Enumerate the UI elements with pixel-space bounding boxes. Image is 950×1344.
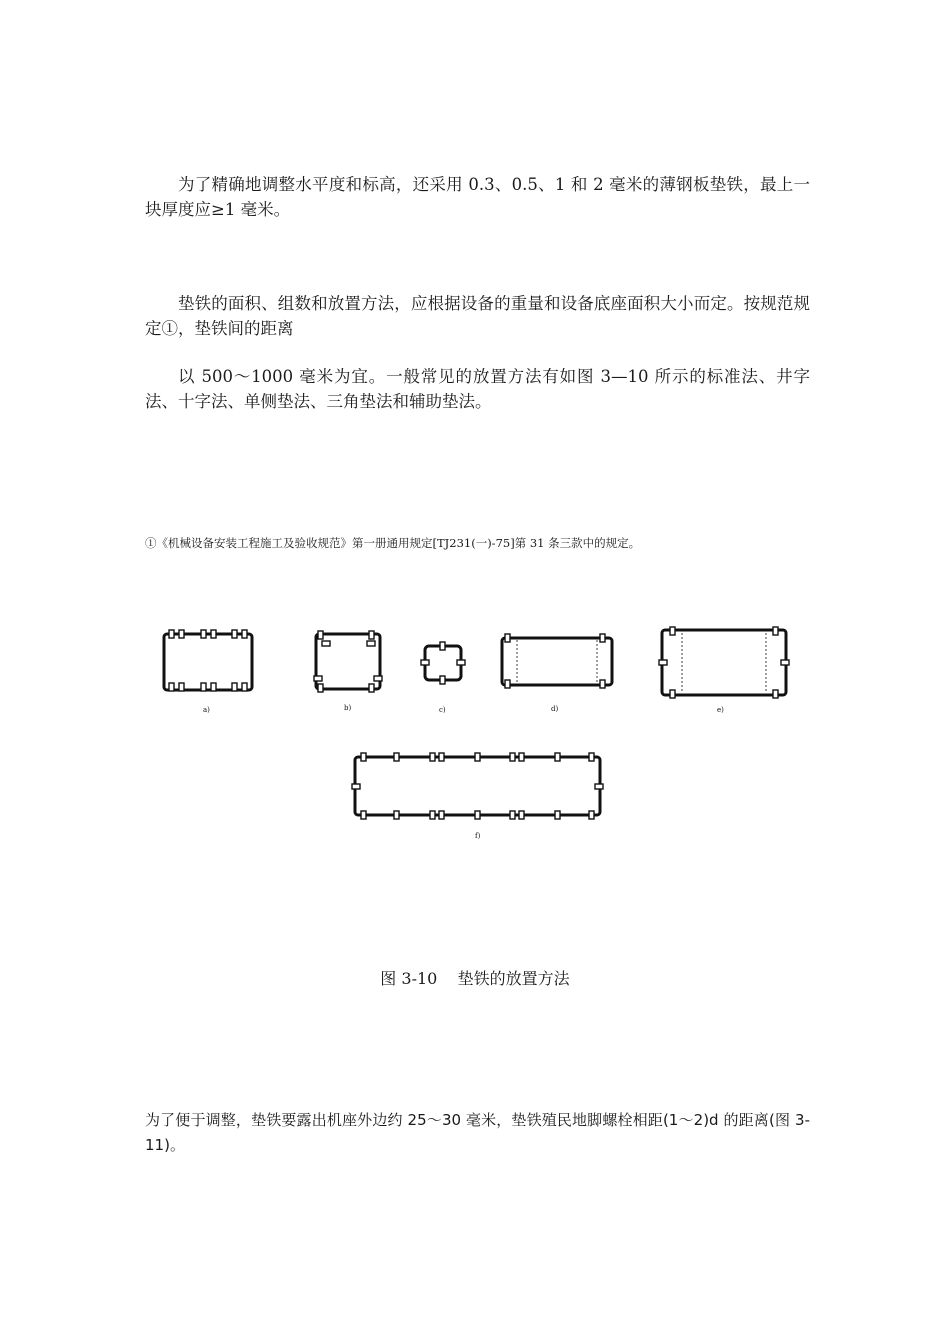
figure-caption: 图 3-10 垫铁的放置方法 xyxy=(380,969,570,988)
diagram-d-single-side-method xyxy=(502,634,612,688)
diagram-c-label: c) xyxy=(439,706,446,714)
diagram-b-label: b) xyxy=(344,704,352,712)
paragraph-shim-exposure: 为了便于调整，垫铁要露出机座外边约 25～30 毫米，垫铁殖民地脚螺栓相距(1～2)d 的距离(图 3-11)。 xyxy=(145,1111,810,1154)
paragraph-placement-rules: 垫铁的面积、组数和放置方法，应根据设备的重量和设备底座面积大小而定。按规范规定①，垫铁间的距离 xyxy=(145,294,810,338)
footnote: ①《机械设备安装工程施工及验收规范》第一册通用规定[TJ231(一)-75]第 31 条三款中的规定。 xyxy=(145,536,641,550)
diagram-d-label: d) xyxy=(551,705,559,713)
diagram-f-label: f) xyxy=(475,832,481,840)
diagram-f-auxiliary-method xyxy=(352,753,603,819)
diagram-b-well-method xyxy=(314,631,382,692)
paragraph-shim-plates: 为了精确地调整水平度和标高，还采用 0.3、0.5、1 和 2 毫米的薄钢板垫铁，最上一块厚度应≥1 毫米。 xyxy=(145,175,810,219)
figure-3-10-shim-placement xyxy=(0,600,950,850)
paragraph-placement-methods: 以 500～1000 毫米为宜。一般常见的放置方法有如图 3—10 所示的标准法、井字法、十字法、单侧垫法、三角垫法和辅助垫法。 xyxy=(145,367,810,411)
diagram-e-label: e) xyxy=(717,706,724,714)
diagram-a-label: a) xyxy=(203,706,210,714)
diagram-c-cross-method xyxy=(421,642,465,684)
diagram-a-standard-method xyxy=(164,630,252,691)
diagram-e-triangle-method xyxy=(659,627,789,698)
